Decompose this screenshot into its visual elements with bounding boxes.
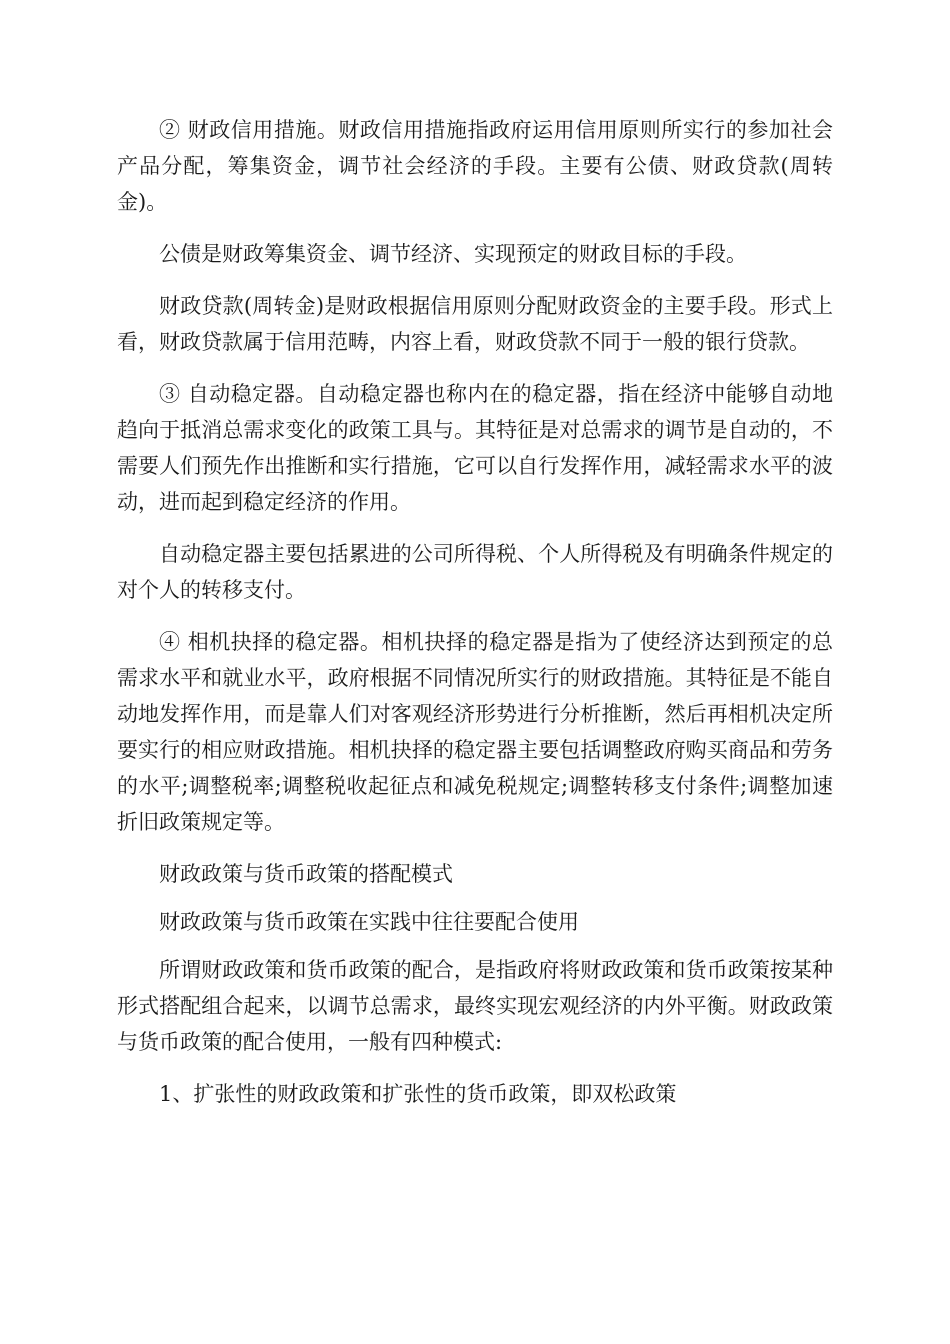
section-heading-policy-mix: 财政政策与货币政策的搭配模式 — [159, 862, 453, 886]
paragraph-fiscal-loan: 财政贷款(周转金)是财政根据信用原则分配财政资金的主要手段。形式上看，财政贷款属于信用范畴，内容上看，财政贷款不同于一般的银行贷款。 — [117, 294, 833, 354]
paragraph-automatic-stabilizer: ③ 自动稳定器。自动稳定器也称内在的稳定器，指在经济中能够自动地趋向于抵消总需求变化的政策工具与。其特征是对总需求的调节是自动的，不需要人们预先作出推断和实行措施，它可以自行发挥作用，减轻需求水平的波动，进而起到稳定经济的作用。 — [117, 382, 833, 514]
paragraph-policy-mix-definition: 所谓财政政策和货币政策的配合，是指政府将财政政策和货币政策按某种形式搭配组合起来，以调节总需求，最终实现宏观经济的内外平衡。财政政策与货币政策的配合使用，一般有四种模式: — [117, 958, 833, 1054]
paragraph-discretionary-stabilizer: ④ 相机抉择的稳定器。相机抉择的稳定器是指为了使经济达到预定的总需求水平和就业水平，政府根据不同情况所实行的财政措施。其特征是不能自动地发挥作用，而是靠人们对客观经济形势进行分析推断，然后再相机决定所要实行的相应财政措施。相机抉择的稳定器主要包括调整政府购买商品和劳务的水平;调整税率;调整税收起征点和减免税规定;调整转移支付条件;调整加速折旧政策规定等。 — [117, 630, 833, 834]
paragraph-stabilizer-contents: 自动稳定器主要包括累进的公司所得税、个人所得税及有明确条件规定的对个人的转移支付。 — [117, 542, 833, 602]
paragraph-public-debt: 公债是财政筹集资金、调节经济、实现预定的财政目标的手段。 — [159, 242, 747, 266]
paragraph-policy-coordination: 财政政策与货币政策在实践中往往要配合使用 — [159, 910, 579, 934]
list-item-double-loose: 1、扩张性的财政政策和扩张性的货币政策，即双松政策 — [159, 1082, 677, 1106]
document-body — [117, 112, 833, 1128]
paragraph-fiscal-credit: ② 财政信用措施。财政信用措施指政府运用信用原则所实行的参加社会产品分配，筹集资金，调节社会经济的手段。主要有公债、财政贷款(周转金)。 — [117, 118, 833, 214]
